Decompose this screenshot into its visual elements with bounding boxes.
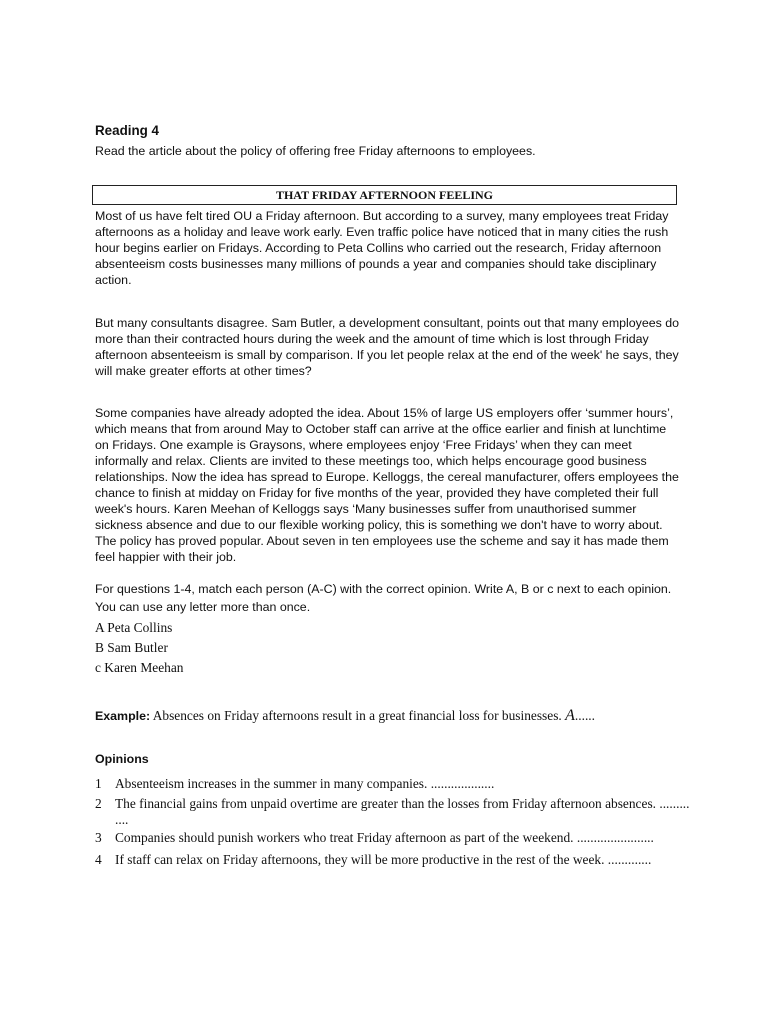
opinion-item-3 [95, 828, 695, 850]
intro-text: Read the article about the policy of offering free Friday afternoons to employees. [95, 144, 536, 158]
example-dots: ...... [574, 708, 595, 723]
person-c: c Karen Meehan [95, 660, 184, 675]
reading-heading: Reading 4 [95, 123, 159, 138]
article-title: THAT FRIDAY AFTERNOON FEELING [92, 185, 677, 205]
opinions-heading: Opinions [95, 752, 149, 766]
opinion-text: The financial gains from unpaid overtime are greater than the losses from Friday afternoon absences. ......... .... [115, 796, 690, 827]
opinion-number: 2 [95, 796, 102, 811]
example-label: Example: [95, 709, 151, 723]
opinion-item-2 [95, 794, 695, 826]
opinion-text: Companies should punish workers who treat Friday afternoon as part of the weekend. ....................... [115, 830, 654, 845]
opinions-list [95, 774, 695, 884]
opinion-number: 3 [95, 830, 102, 845]
opinion-text: Absenteeism increases in the summer in many companies. ................... [115, 776, 495, 791]
opinion-item-1 [95, 774, 695, 794]
example-text: Absences on Friday afternoons result in a great financial loss for businesses. [152, 708, 562, 723]
article-paragraph-1: Most of us have felt tired OU a Friday afternoon. But according to a survey, many employees treat Friday afternoons as a holiday and leave work early. Even traffic police have noticed that in many cities the rush hour begins earlier on Fridays. According to Peta Collins who carried out the research, Friday afternoon absenteeism costs businesses many millions of pounds a year and companies should take disciplinary action. [95, 209, 669, 287]
opinion-text: If staff can relax on Friday afternoons, they will be more productive in the rest of the week. ............. [115, 852, 652, 867]
example-answer: A [565, 707, 575, 724]
opinion-item-4 [95, 850, 695, 884]
article-paragraph-2: But many consultants disagree. Sam Butler, a development consultant, points out that many employees do more than their contracted hours during the week and the amount of time which is lost through Friday afternoon absenteeism is small by comparison. If you let people relax at the end of the week' he says, they will make greater efforts at other times? [95, 316, 680, 378]
task-instructions: For questions 1-4, match each person (A-C) with the correct opinion. Write A, B or c next to each opinion. You can use any letter more than once. [95, 582, 672, 614]
person-b: B Sam Butler [95, 640, 168, 655]
example-line [95, 706, 595, 726]
opinion-number: 4 [95, 852, 102, 867]
opinion-number: 1 [95, 776, 102, 791]
article-paragraph-3: Some companies have already adopted the idea. About 15% of large US employers offer ‘summer hours’, which means that from around May to October staff can arrive at the office earlier and finish at lunchtime on Fridays. One example is Graysons, where employees enjoy ‘Free Fridays’ when they can meet informally and relax. Clients are invited to these meetings too, which helps encourage good business relationships. Now the idea has spread to Europe. Kelloggs, the cereal manufacturer, offers employees the chance to finish at midday on Friday for five months of the year, provided they have completed their full week's hours. Karen Meehan of Kelloggs says ‘Many businesses suffer from unauthorised summer sickness absence and due to our flexible working policy, this is something we don't have to worry about. The policy has proved popular. About seven in ten employees use the scheme and say it has made them feel happier with their job. [95, 406, 679, 564]
persons-list [95, 618, 183, 678]
person-a: A Peta Collins [95, 620, 173, 635]
